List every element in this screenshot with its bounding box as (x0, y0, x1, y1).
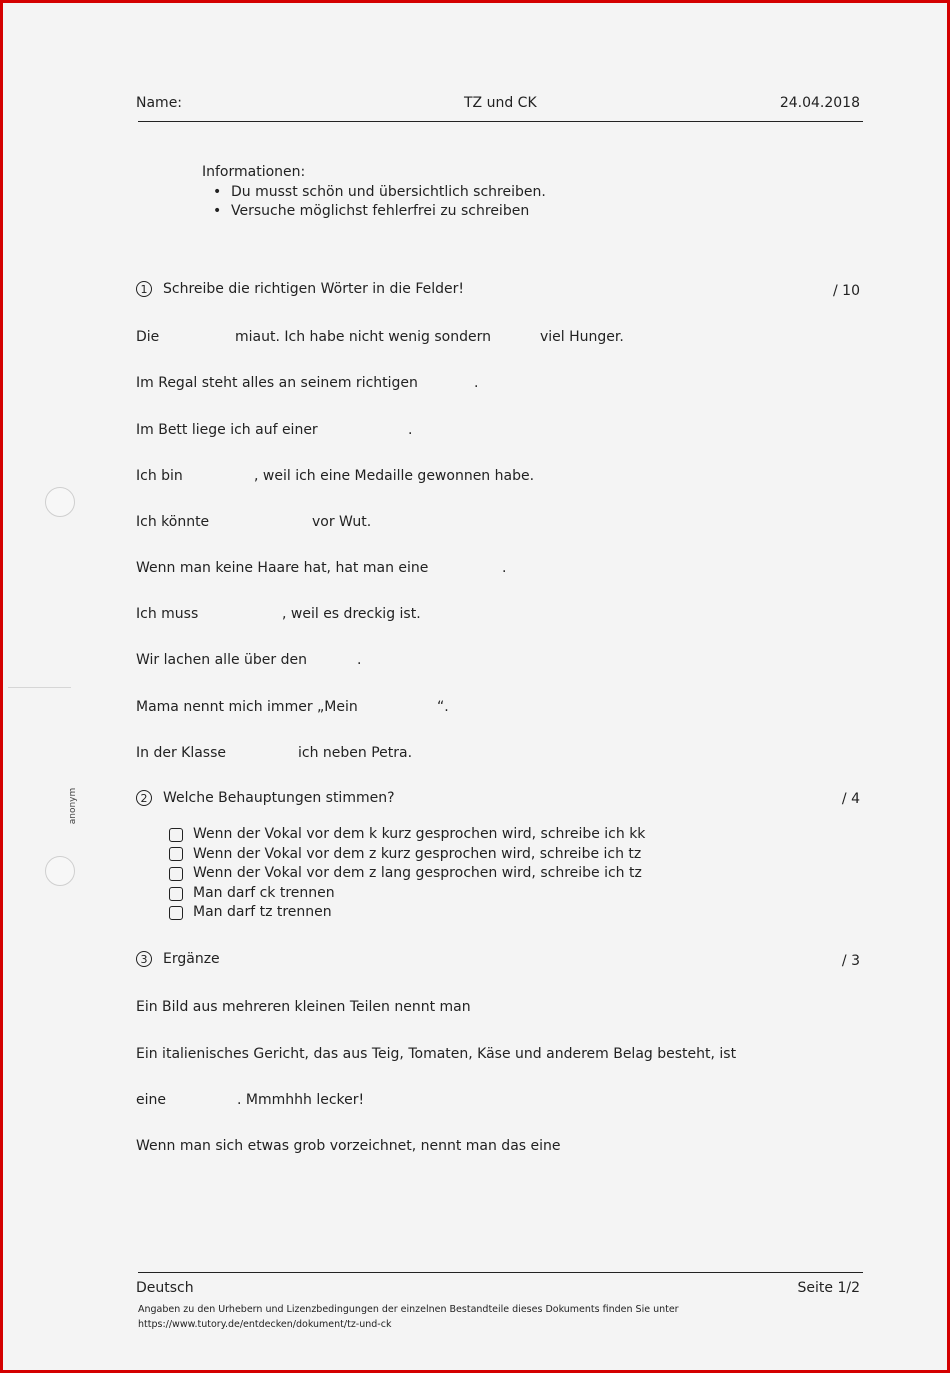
sentence-end: viel Hunger. (540, 329, 624, 345)
checkbox[interactable] (169, 887, 183, 901)
task-1-title: Schreibe die richtigen Wörter in die Felder! (163, 281, 464, 297)
checklist-item[interactable] (169, 864, 645, 884)
checklist-item[interactable] (169, 845, 645, 865)
checkbox[interactable] (169, 847, 183, 861)
task-1-header (136, 280, 464, 298)
sentence-start: Im Regal steht alles an seinem richtigen (136, 375, 418, 391)
task-3-line-3-start: eine (136, 1092, 166, 1108)
sentence-end: “. (437, 699, 449, 715)
checklist-label: Man darf tz trennen (193, 904, 332, 921)
sentence-start: Mama nennt mich immer „Mein (136, 699, 358, 715)
sentence-end: ich neben Petra. (298, 745, 413, 761)
task-3-line-3-end: . Mmmhhh lecker! (237, 1092, 365, 1108)
task-3-title: Ergänze (163, 951, 220, 967)
checklist-item[interactable] (169, 825, 645, 845)
checklist-label: Wenn der Vokal vor dem k kurz gesprochen wird, schreibe ich kk (193, 826, 646, 842)
task-1-points: / 10 (833, 283, 860, 299)
sentence-middle: miaut. Ich habe nicht wenig sondern (235, 329, 491, 345)
sentence-start: Ich muss (136, 606, 199, 622)
header-rule (138, 121, 863, 122)
task-number-badge: 1 (136, 281, 152, 297)
task-3-points: / 3 (841, 953, 860, 969)
punch-hole-top (45, 487, 75, 517)
checklist-label: Wenn der Vokal vor dem z kurz gesprochen wird, schreibe ich tz (193, 845, 642, 862)
sentence-start: Wir lachen alle über den (136, 652, 307, 668)
sentence-start: Die (136, 329, 160, 345)
document-title: TZ und CK (464, 95, 537, 111)
info-heading: Informationen: (202, 164, 306, 180)
sentence-end: , weil ich eine Medaille gewonnen habe. (254, 468, 535, 484)
sentence-start: Ich könnte (136, 514, 210, 530)
info-list (202, 183, 546, 222)
footer-credit-line-1: Angaben zu den Urhebern und Lizenzbedingungen der einzelnen Bestandteile dieses Dokuments finden Sie unter (138, 1304, 679, 1315)
fold-mark (8, 687, 71, 688)
sentence-start: Im Bett liege ich auf einer (136, 422, 318, 438)
checkbox[interactable] (169, 828, 183, 842)
checkbox[interactable] (169, 906, 183, 920)
footer-page-number: Seite 1/2 (797, 1280, 860, 1296)
side-label: anonym (68, 787, 78, 825)
task-number-badge: 2 (136, 790, 152, 806)
checkbox[interactable] (169, 867, 183, 881)
sentence-start: Ich bin (136, 468, 183, 484)
footer-subject: Deutsch (136, 1280, 194, 1296)
task-2-header (136, 789, 395, 807)
punch-hole-bottom (45, 856, 75, 886)
task-2-points: / 4 (841, 791, 860, 807)
info-item: • Versuche möglichst fehlerfrei zu schreiben (231, 202, 546, 222)
sentence-start: Wenn man keine Haare hat, hat man eine (136, 560, 429, 576)
footer-rule (138, 1272, 863, 1273)
info-item: • Du musst schön und übersichtlich schreiben. (231, 183, 546, 203)
sentence-end: . (408, 422, 413, 438)
sentence-end: vor Wut. (312, 514, 372, 530)
footer-credit-link[interactable]: https://www.tutory.de/entdecken/dokument/tz-und-ck (138, 1319, 392, 1330)
sentence-end: . (502, 560, 507, 576)
task-3-line-1: Ein Bild aus mehreren kleinen Teilen nennt man (136, 999, 471, 1015)
task-3-header (136, 950, 220, 968)
checklist-item[interactable] (169, 903, 645, 923)
sentence-end: . (474, 375, 479, 391)
task-3-line-4: Wenn man sich etwas grob vorzeichnet, nennt man das eine (136, 1138, 561, 1154)
checklist-label: Wenn der Vokal vor dem z lang gesprochen wird, schreibe ich tz (193, 865, 642, 882)
task-number-badge: 3 (136, 951, 152, 967)
task-2-title: Welche Behauptungen stimmen? (163, 790, 395, 806)
statement-checklist (169, 825, 645, 923)
task-3-line-2: Ein italienisches Gericht, das aus Teig, Tomaten, Käse und anderem Belag besteht, ist (136, 1046, 737, 1062)
sentence-end: . (357, 652, 362, 668)
sentence-start: In der Klasse (136, 745, 227, 761)
checklist-item[interactable] (169, 884, 645, 904)
sentence-end: , weil es dreckig ist. (282, 606, 421, 622)
checklist-label: Man darf ck trennen (193, 884, 335, 901)
document-date: 24.04.2018 (779, 95, 860, 111)
info-block (202, 163, 546, 222)
name-label: Name: (136, 95, 183, 111)
